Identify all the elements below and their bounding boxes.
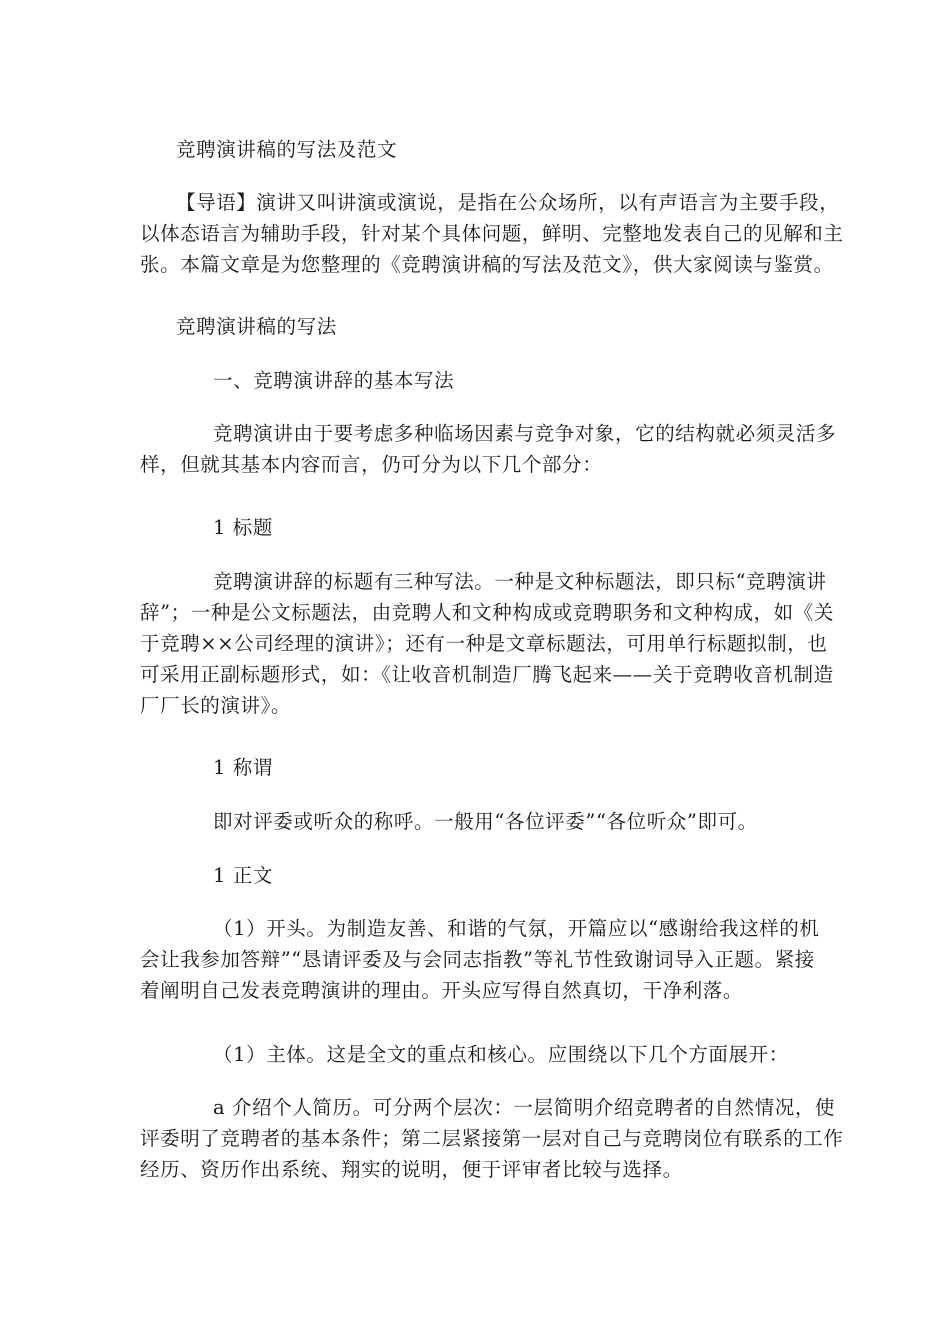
opening-line-2: 会让我参加答辩”“恳请评委及与会同志指教”等礼节性致谢词导入正题。紧接 bbox=[140, 948, 815, 971]
structure-line-2: 样，但就其基本内容而言，仍可分为以下几个部分： bbox=[140, 453, 603, 476]
main-body-paragraph: （1）主体。这是全文的重点和核心。应围绕以下几个方面展开： bbox=[213, 1043, 789, 1066]
item-address-heading: 1 称谓 bbox=[213, 756, 274, 779]
structure-paragraph bbox=[140, 418, 837, 480]
resume-line-3: 经历、资历作出系统、翔实的说明，便于评审者比较与选择。 bbox=[140, 1158, 683, 1181]
section-heading: 竞聘演讲稿的写法 bbox=[176, 315, 337, 338]
resume-line-1: a 介绍个人简历。可分两个层次：一层简明介绍竞聘者的自然情况，使 bbox=[213, 1096, 836, 1119]
title-line-1: 竞聘演讲辞的标题有三种写法。一种是文种标题法，即只标“竞聘演讲 bbox=[213, 570, 827, 593]
title-line-4: 可采用正副标题形式，如：《让收音机制造厂腾飞起来——关于竞聘收音机制造 bbox=[140, 663, 834, 686]
opening-line-1: （1）开头。为制造友善、和谐的气氛，开篇应以“感谢给我这样的机 bbox=[213, 917, 820, 940]
structure-line-1: 竞聘演讲由于要考虑多种临场因素与竞争对象，它的结构就必须灵活多 bbox=[213, 422, 837, 445]
title-line-2: 辞”；一种是公文标题法，由竞聘人和文种构成或竞聘职务和文种构成，如《关 bbox=[140, 601, 834, 624]
intro-line-1: 【导语】演讲又叫讲演或演说，是指在公众场所，以有声语言为主要手段， bbox=[176, 191, 840, 214]
title-line-3: 于竞聘××公司经理的演讲》；还有一种是文章标题法，可用单行标题拟制，也 bbox=[140, 632, 828, 655]
document-title: 竞聘演讲稿的写法及范文 bbox=[176, 138, 398, 161]
address-paragraph: 即对评委或听众的称呼。一般用“各位评委”“各位听众”即可。 bbox=[213, 810, 758, 833]
resume-paragraph bbox=[140, 1092, 844, 1185]
intro-line-2: 以体态语言为辅助手段，针对某个具体问题，鲜明、完整地发表自己的见解和主 bbox=[140, 222, 844, 245]
resume-line-2: 评委明了竞聘者的基本条件；第二层紧接第一层对自己与竞聘岗位有联系的工作 bbox=[140, 1127, 844, 1150]
intro-paragraph bbox=[140, 187, 844, 280]
title-paragraph bbox=[140, 566, 834, 721]
title-line-5: 厂厂长的演讲》。 bbox=[140, 694, 292, 717]
item-body-heading: 1 正文 bbox=[213, 864, 274, 887]
item-title-heading: 1 标题 bbox=[213, 516, 274, 539]
intro-line-3: 张。本篇文章是为您整理的《竞聘演讲稿的写法及范文》，供大家阅读与鉴赏。 bbox=[140, 253, 834, 276]
opening-paragraph bbox=[140, 913, 820, 1006]
subsection-heading: 一、竞聘演讲辞的基本写法 bbox=[213, 369, 455, 392]
opening-line-3: 着阐明自己发表竞聘演讲的理由。开头应写得自然真切，干净利落。 bbox=[140, 979, 744, 1002]
